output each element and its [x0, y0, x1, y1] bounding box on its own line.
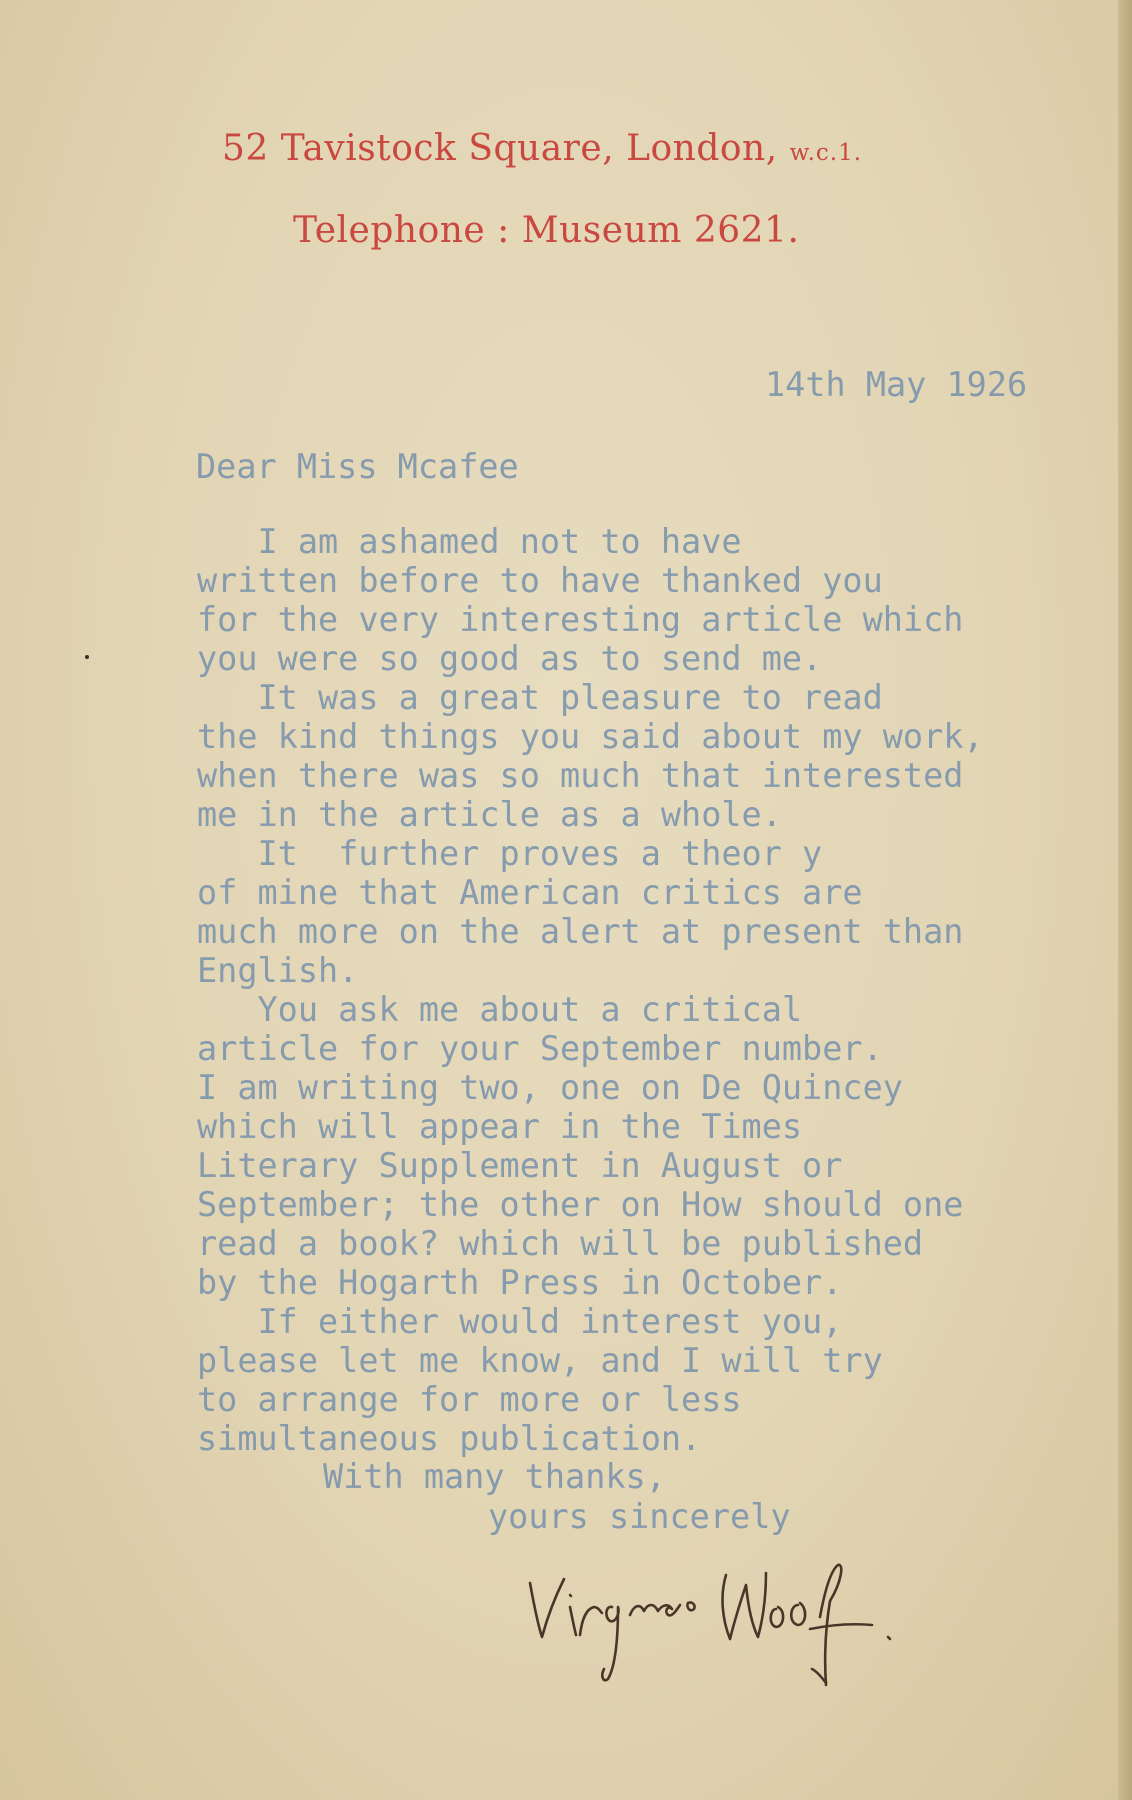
letter-line: by the Hogarth Press in October.	[197, 1263, 843, 1302]
letterhead-telephone: Telephone : Museum 2621.	[293, 210, 800, 251]
letter-line: simultaneous publication.	[197, 1419, 702, 1458]
letter-line: the kind things you said about my work,	[197, 717, 984, 756]
letter-line: article for your September number.	[197, 1029, 883, 1068]
letter-line: September; the other on How should one	[197, 1185, 964, 1224]
letter-line: If either would interest you,	[197, 1302, 843, 1341]
letter-line: It was a great pleasure to read	[197, 678, 883, 717]
letter-line: me in the article as a whole.	[197, 795, 782, 834]
letter-closing-sincerely: yours sincerely	[488, 1497, 791, 1536]
letter-line: written before to have thanked you	[197, 561, 883, 600]
letter-line: you were so good as to send me.	[197, 639, 823, 678]
paper-speck	[85, 655, 89, 659]
letter-line: which will appear in the Times	[197, 1107, 803, 1146]
letter-line: of mine that American critics are	[197, 873, 863, 912]
letter-line: please let me know, and I will try	[197, 1341, 883, 1380]
letterhead-street: 52 Tavistock Square, London,	[222, 128, 778, 169]
signature	[520, 1545, 900, 1695]
letterhead-address	[222, 128, 862, 169]
letter-line: to arrange for more or less	[197, 1380, 742, 1419]
letter-line: Literary Supplement in August or	[197, 1146, 843, 1185]
letter-line: much more on the alert at present than	[197, 912, 964, 951]
letter-line: I am ashamed not to have	[197, 522, 742, 561]
letter-line: You ask me about a critical	[197, 990, 803, 1029]
letter-line: It further proves a theor y	[197, 834, 823, 873]
letter-line: for the very interesting article which	[197, 600, 964, 639]
letter-line: when there was so much that interested	[197, 756, 964, 795]
letter-closing-thanks: With many thanks,	[323, 1457, 666, 1496]
letter-salutation: Dear Miss Mcafee	[196, 447, 519, 486]
letter-line: I am writing two, one on De Quincey	[197, 1068, 903, 1107]
letter-line: read a book? which will be published	[197, 1224, 924, 1263]
frame-edge	[1118, 0, 1132, 1800]
letter-line: English.	[197, 951, 359, 990]
letter-date: 14th May 1926	[765, 365, 1028, 404]
letterhead-postcode: w.c.1.	[789, 140, 863, 166]
letter-body	[197, 522, 984, 1458]
